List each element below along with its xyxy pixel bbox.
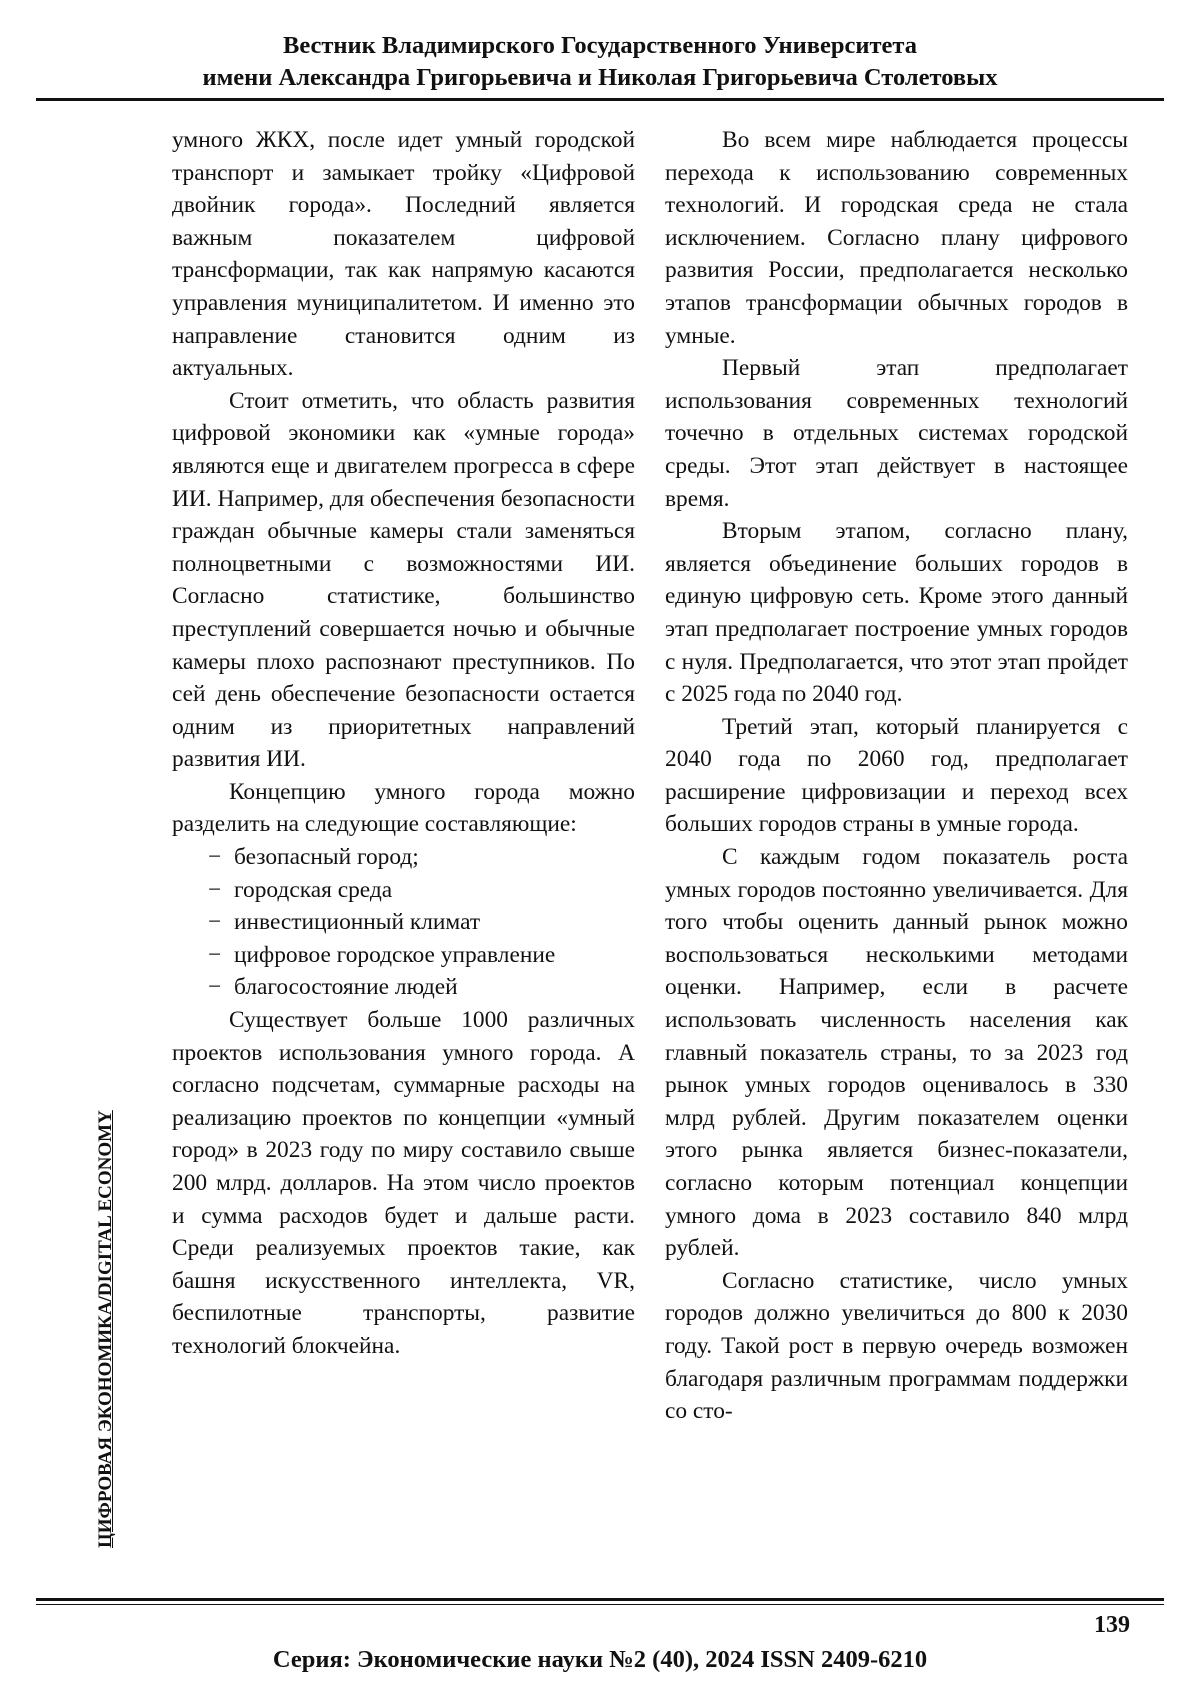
list-item: − безопасный город;	[172, 841, 635, 874]
right-paragraph-2: Первый этап предполагает использования современных технологий точечно в отдельных системах городской среды. Этот этап действует в настоящее время.	[665, 355, 1128, 512]
right-column	[665, 124, 1128, 1428]
list-item: − благосостояние людей	[172, 971, 635, 1004]
journal-title-line1: Вестник Владимирского Государственного Университета	[283, 32, 917, 59]
list-dash: −	[208, 941, 222, 968]
left-paragraph-3: Концепцию умного города можно разделить на следующие составляющие:	[172, 778, 635, 838]
footer-rule-thick	[36, 1598, 1164, 1601]
left-column	[172, 124, 635, 1363]
header-rule	[36, 98, 1164, 101]
right-paragraph-3: Вторым этапом, согласно плану, является объединение больших городов в единую цифровую сеть. Кроме этого данный этап предполагает построение умных городов с нуля. Предполагается, что этот этап пройдет с 2025 года по 2040 год.	[665, 518, 1128, 708]
right-paragraph-5: С каждым годом показатель роста умных городов постоянно увеличивается. Для того чтобы оценить данный рынок можно воспользоваться несколькими методами оценки. Например, если в расчете использовать численность населения как главный показатель страны, то за 2023 год рынок умных городов оценивалось в 330 млрд рублей. Другим показателем оценки этого рынка является бизнес-показатели, согласно которым потенциал концепции умного дома в 2023 составило 840 млрд рублей.	[665, 844, 1128, 1262]
right-paragraph-6: Согласно статистике, число умных городов должно увеличиться до 800 к 2030 году. Такой рост в первую очередь возможен благодаря различным программам поддержки со сто-	[665, 1267, 1128, 1425]
left-paragraph-4: Существует больше 1000 различных проектов использования умного города. А согласно подсчетам, суммарные расходы на реализацию проектов по концепции «умный город» в 2023 году по миру составило свыше 200 млрд. долларов. На этом число проектов и сумма расходов будет и дальше расти. Среди реализуемых проектов такие, как башня искусственного интеллекта, VR, беспилотные транспорты, развитие технологий блокчейна.	[172, 1007, 635, 1359]
left-paragraph-2: Стоит отметить, что область развития цифровой экономики как «умные города» являются еще и двигателем прогресса в сфере ИИ. Например, для обеспечения безопасности граждан обычные камеры стали заменяться полноцветными с возможностями ИИ. Согласно статистике, большинство преступлений совершается ночью и обычные камеры плохо распознают преступников. По сей день обеспечение безопасности остается одним из приоритетных направлений развития ИИ.	[172, 387, 635, 773]
right-paragraph-4: Третий этап, который планируется с 2040 года по 2060 год, предполагает расширение цифровизации и переход всех больших городов страны в умные города.	[665, 713, 1128, 838]
list-item: − городская среда	[172, 874, 635, 907]
list-dash: −	[208, 876, 222, 903]
journal-title-line2: имени Александра Григорьевича и Николая Григорьевича Столетовых	[202, 64, 998, 91]
list-dash: −	[208, 974, 222, 1001]
series-footer: Серия: Экономические науки №2 (40), 2024 ISSN 2409-6210	[272, 1646, 928, 1673]
footer-rule-thin	[36, 1604, 1164, 1605]
journal-header	[36, 30, 1164, 94]
list-dash: −	[208, 844, 222, 871]
right-paragraph-1: Во всем мире наблюдается процессы перехода к использованию современных технологий. И городская среда не стала исключением. Согласно плану цифрового развития России, предполагается несколько этапов трансформации обычных городов в умные.	[665, 127, 1128, 349]
list-dash: −	[208, 909, 222, 936]
section-sidebar-label: ЦИФРОВАЯ ЭКОНОМИКА/DIGITAL ECONOMY	[95, 1110, 116, 1548]
page-number: 139	[1094, 1612, 1130, 1638]
left-paragraph-1: умного ЖКХ, после идет умный городской транспорт и замыкает тройку «Цифровой двойник города». Последний является важным показателем цифровой трансформации, так как напрямую касаются управления муниципалитетом. И именно это направление становится одним из актуальных.	[172, 127, 635, 382]
list-item: − инвестиционный климат	[172, 906, 635, 939]
list-item: − цифровое городское управление	[172, 939, 635, 972]
